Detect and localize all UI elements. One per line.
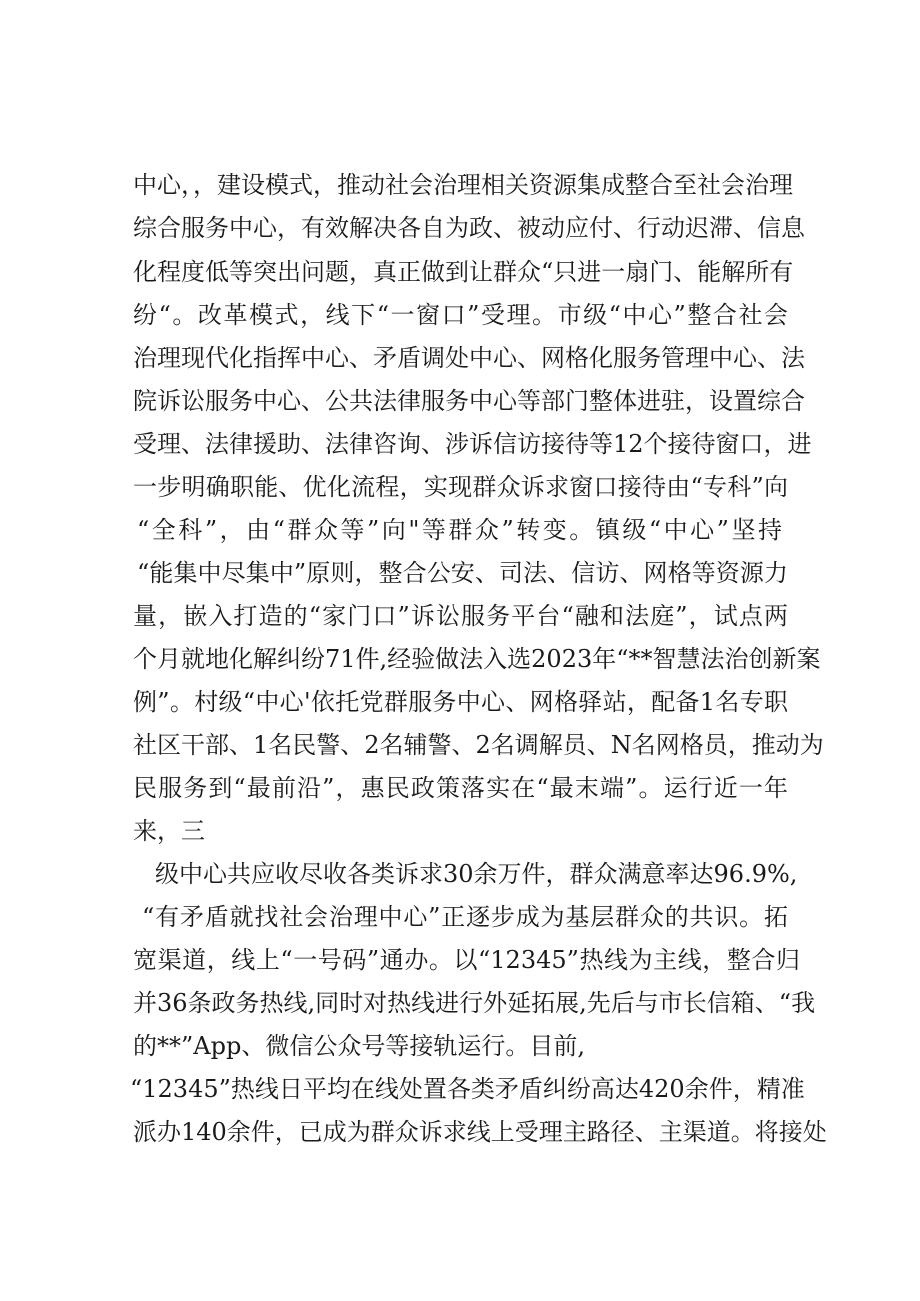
paragraph-line: “12345”热线日平均在线处置各类矛盾纠纷高达420余件，精准 [130,1075,805,1103]
paragraph-line: 一步明确职能、优化流程，实现群众诉求窗口接待由“专科”向 [133,473,788,501]
paragraph-line: 宽渠道，线上“一号码”通办。以“12345”热线为主线，整合归 [133,946,800,974]
paragraph-line: 级中心共应收尽收各类诉求30余万件，群众满意率达96.9%, [155,860,798,888]
paragraph-line: 院诉讼服务中心、公共法律服务中心等部门整体进驻，设置综合 [133,387,805,415]
paragraph-line: “能集中尽集中”原则，整合公安、司法、信访、网格等资源力 [137,559,788,587]
paragraph-line: 来，三 [133,817,205,845]
paragraph-line: 民服务到“最前沿”，惠民政策落实在“最末端”。运行近一年 [133,774,788,802]
paragraph-line: 的**”App、微信公众号等接轨运行。目前, [133,1032,585,1060]
paragraph-line: 化程度低等突出问题，真正做到让群众“只进一扇门、能解所有 [133,258,794,286]
paragraph-line: “有矛盾就找社会治理中心”正逐步成为基层群众的共识。拓 [142,903,788,931]
paragraph-line: 综合服务中心，有效解决各自为政、被动应付、行动迟滞、信息 [133,214,805,242]
paragraph-line: 量，嵌入打造的“家门口”诉讼服务平台“融和法庭”，试点两 [133,602,788,630]
paragraph-line: 派办140余件，已成为群众诉求线上受理主路径、主渠道。将接处 [133,1118,827,1146]
paragraph-line: 例”。村级“中心'依托党群服务中心、网格驿站，配备1名专职 [133,688,788,716]
paragraph-line: 个月就地化解纠纷71件,经验做法入选2023年“**智慧法治创新案 [133,645,821,673]
paragraph-line: 纷“。改革模式，线下“一窗口”受理。市级“中心”整合社会 [133,301,788,329]
paragraph-line: “全科”，由“群众等”向"等群众”转变。镇级“中心”坚持 [137,516,782,544]
paragraph-line: 治理现代化指挥中心、矛盾调处中心、网格化服务管理中心、法 [133,344,805,372]
paragraph-line: 中心，，建设模式，推动社会治理相关资源集成整合至社会治理 [133,171,793,199]
paragraph-line: 社区干部、1名民警、2名辅警、2名调解员、N名网格员，推动为 [133,731,824,759]
paragraph-line: 受理、法律援助、法律咨询、涉诉信访接待等12个接待窗口，进 [133,430,812,458]
paragraph-line: 并36条政务热线,同时对热线进行外延拓展,先后与市长信箱、“我 [133,989,816,1017]
